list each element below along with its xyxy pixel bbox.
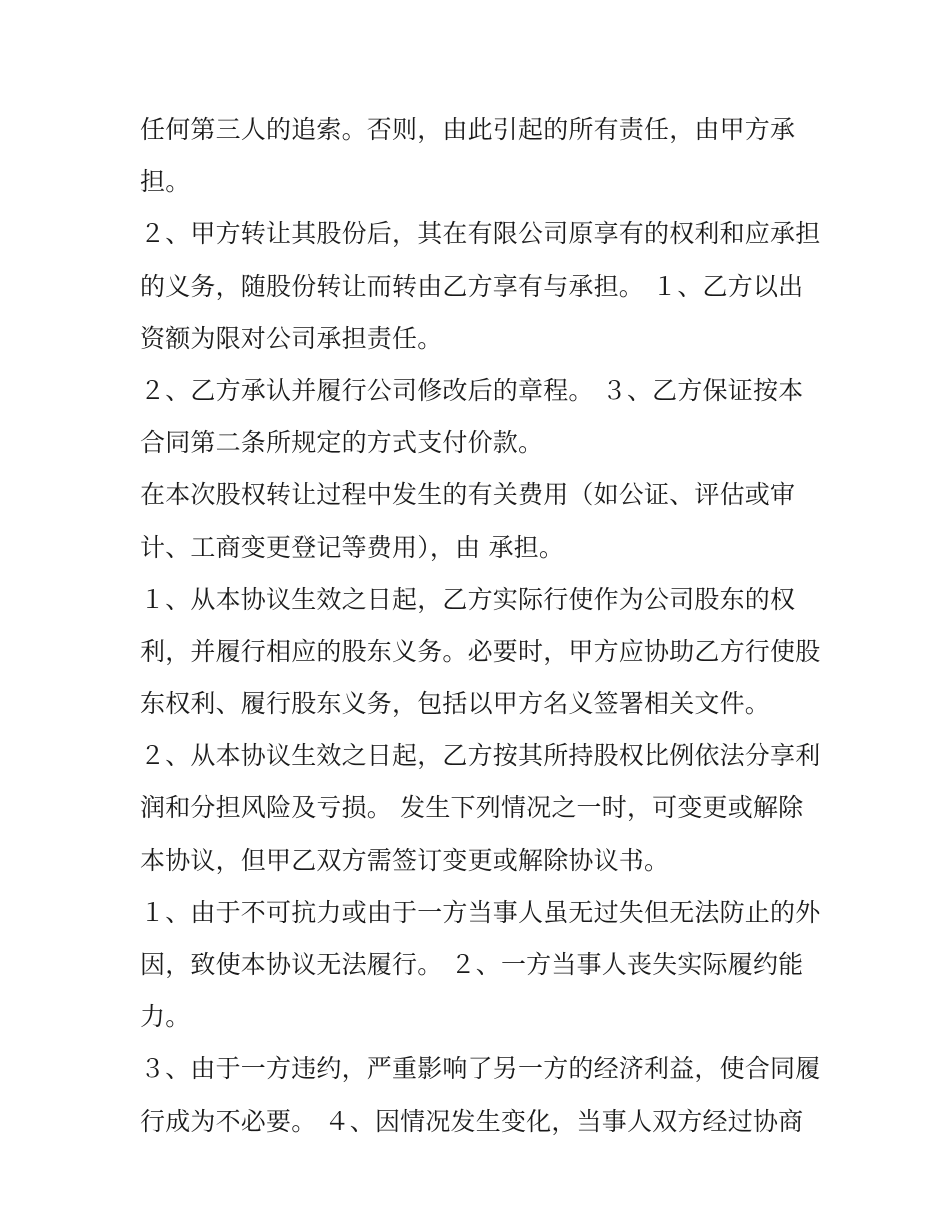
text-line: 任何第三人的追索。否则，由此引起的所有责任，由甲方承 bbox=[140, 115, 796, 144]
text-line: 因，致使本协议无法履行。 ２、一方当事人丧失实际履约能 bbox=[140, 950, 804, 979]
text-line: ３、由于一方违约，严重影响了另一方的经济利益，使合同履 bbox=[140, 1054, 821, 1084]
text-line: 本协议，但甲乙双方需签订变更或解除协议书。 bbox=[140, 845, 670, 875]
text-line: ２、乙方承认并履行公司修改后的章程。 ３、乙方保证按本 bbox=[140, 375, 804, 405]
text-line: ２、从本协议生效之日起，乙方按其所持股权比例依法分享利 bbox=[140, 741, 821, 771]
text-line: １、从本协议生效之日起，乙方实际行使作为公司股东的权 bbox=[140, 584, 796, 614]
text-line: 利，并履行相应的股东义务。必要时，甲方应协助乙方行使股 bbox=[140, 636, 821, 666]
text-line: 行成为不必要。 ４、因情况发生变化，当事人双方经过协商 bbox=[140, 1106, 804, 1136]
text-line: ２、甲方转让其股份后，其在有限公司原享有的权利和应承担 bbox=[140, 219, 821, 249]
text-line: 的义务，随股份转让而转由乙方享有与承担。 １、乙方以出 bbox=[140, 271, 804, 301]
text-line: 东权利、履行股东义务，包括以甲方名义签署相关文件。 bbox=[140, 689, 771, 719]
document-body bbox=[140, 104, 830, 1148]
text-line: １、由于不可抗力或由于一方当事人虽无过失但无法防止的外 bbox=[140, 897, 821, 927]
text-line: 计、工商变更登记等费用），由 承担。 bbox=[140, 532, 565, 562]
text-line: 在本次股权转让过程中发生的有关费用（如公证、评估或审 bbox=[140, 480, 796, 510]
text-line: 合同第二条所规定的方式支付价款。 bbox=[140, 428, 544, 458]
text-line: 润和分担风险及亏损。 发生下列情况之一时，可变更或解除 bbox=[140, 793, 804, 823]
text-line: 资额为限对公司承担责任。 bbox=[140, 323, 443, 353]
text-line: 力。 bbox=[140, 1002, 191, 1032]
text-line: 担。 bbox=[140, 167, 191, 197]
